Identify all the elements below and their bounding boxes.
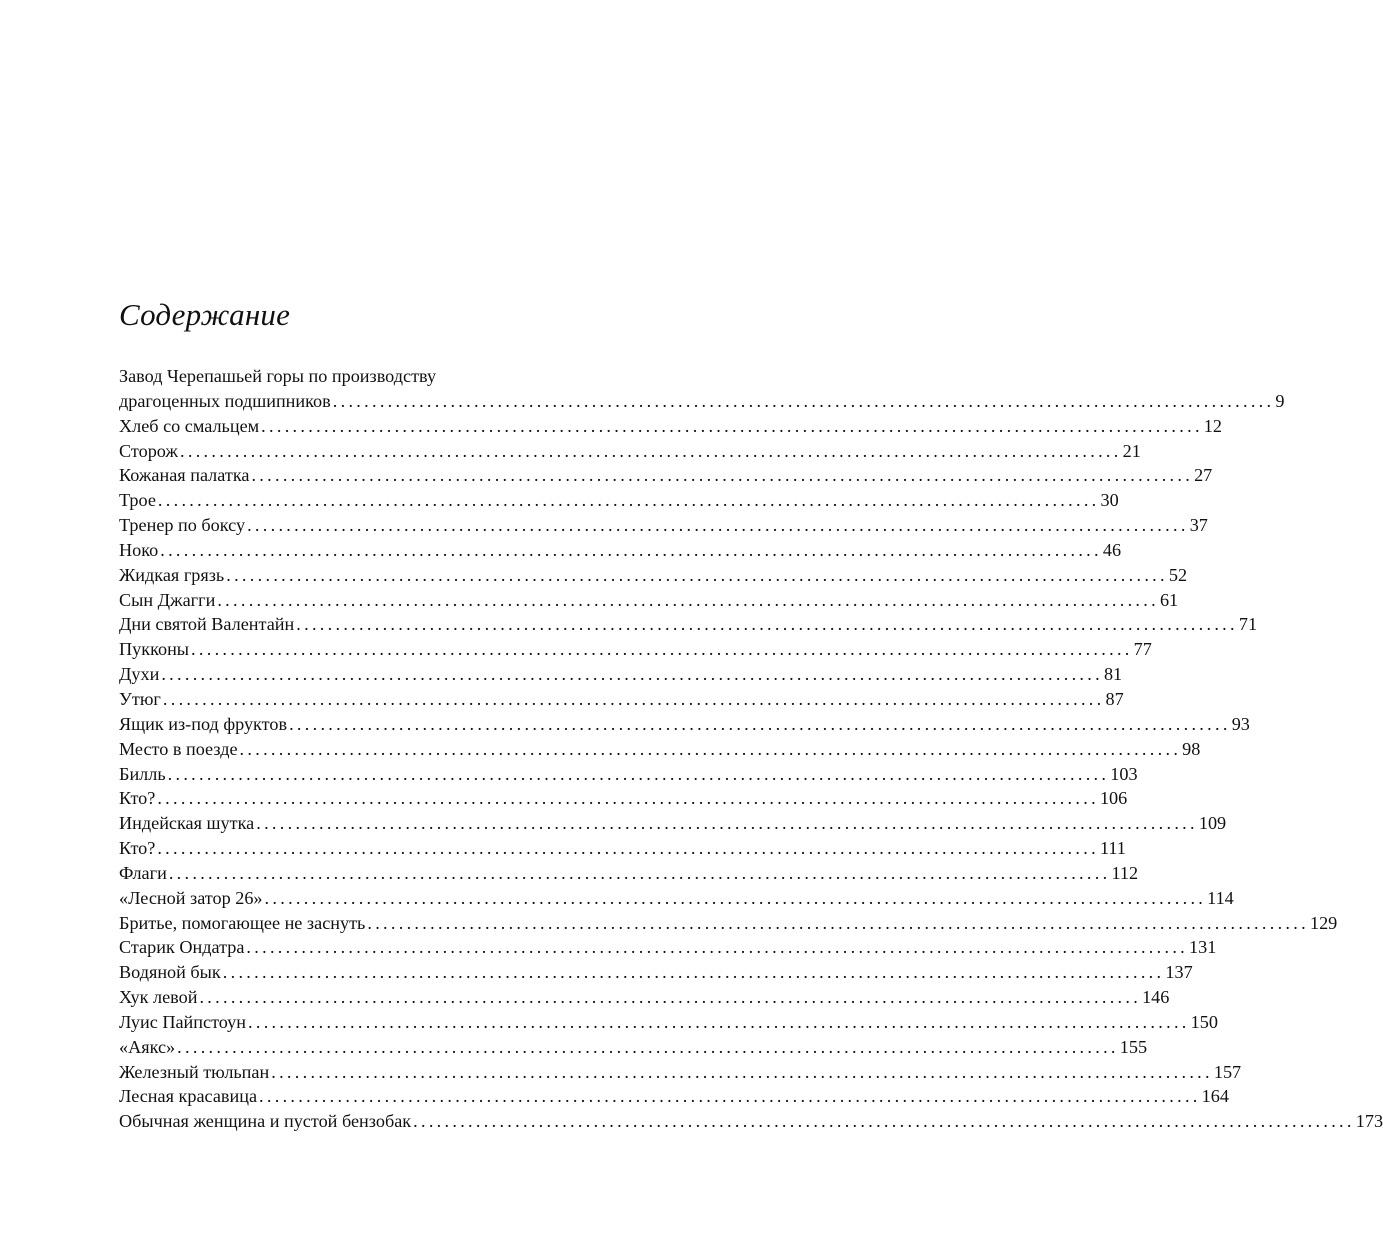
toc-entry-title: Утюг	[119, 688, 161, 709]
toc-entry-title: Ноко	[119, 539, 159, 560]
toc-entry-page-number: 131	[1189, 937, 1217, 958]
toc-entry[interactable]	[119, 935, 1217, 960]
toc-entry-title: Водяной бык	[119, 962, 221, 983]
dot-leader: ........................................................................................................................	[289, 713, 1231, 734]
toc-entry-page-number: 52	[1168, 564, 1188, 585]
toc-entry[interactable]	[119, 861, 1139, 886]
toc-entry[interactable]	[119, 786, 1128, 811]
dot-leader: ........................................................................................................................	[413, 1111, 1355, 1132]
toc-entry[interactable]	[119, 1010, 1218, 1035]
toc-entry-title: Лесная красавица	[119, 1086, 258, 1107]
toc-entry[interactable]	[119, 1060, 1242, 1085]
toc-entry[interactable]	[119, 687, 1124, 712]
toc-entry[interactable]	[119, 364, 1285, 414]
dot-leader: ........................................................................................................................	[157, 490, 1100, 511]
dot-leader: ........................................................................................................................	[259, 1086, 1201, 1107]
toc-entry-page-number: 157	[1213, 1061, 1242, 1082]
toc-entry-title: Хлеб со смальцем	[119, 415, 260, 436]
toc-entry[interactable]	[119, 762, 1138, 787]
toc-entry-title: драгоценных подшипников	[119, 390, 331, 411]
toc-entry[interactable]	[119, 488, 1119, 513]
toc-entry[interactable]	[119, 637, 1152, 662]
dot-leader: ........................................................................................................................	[191, 639, 1133, 660]
toc-entry-title: Старик Ондатра	[119, 937, 245, 958]
dot-leader: ........................................................................................................................	[246, 937, 1189, 958]
toc-entry-title: Кожаная палатка	[119, 465, 250, 486]
toc-entry[interactable]	[119, 737, 1201, 762]
dot-leader: ........................................................................................................................	[296, 614, 1238, 635]
toc-entry-page-number: 109	[1198, 813, 1227, 834]
toc-entry-page-number: 21	[1122, 440, 1141, 461]
toc-entry-title: Индейская шутка	[119, 813, 255, 834]
dot-leader: ........................................................................................................................	[157, 788, 1099, 809]
toc-entry-page-number: 164	[1201, 1086, 1229, 1107]
toc-entry[interactable]	[119, 538, 1122, 563]
toc-entry-title: Билль	[119, 763, 166, 784]
toc-entry-title: Хук левой	[119, 987, 198, 1008]
dot-leader: ........................................................................................................................	[256, 813, 1198, 834]
toc-entry-page-number: 112	[1111, 862, 1139, 883]
toc-entry[interactable]	[119, 911, 1338, 936]
toc-entry-page-number: 103	[1110, 763, 1138, 784]
toc-entry-page-number: 30	[1100, 490, 1119, 511]
toc-entry[interactable]	[119, 563, 1188, 588]
toc-entry-title: Дни святой Валентайн	[119, 614, 295, 635]
dot-leader: ........................................................................................................................	[161, 664, 1103, 685]
dot-leader: ........................................................................................................................	[332, 390, 1275, 411]
toc-entry-page-number: 98	[1182, 738, 1201, 759]
toc-entry-title: Бритье, помогающее не заснуть	[119, 912, 366, 933]
dot-leader: ........................................................................................................................	[222, 962, 1165, 983]
toc-entry-title: Сын Джагги	[119, 589, 216, 610]
dot-leader: ........................................................................................................................	[239, 738, 1182, 759]
dot-leader: ........................................................................................................................	[157, 838, 1099, 859]
toc-entry-page-number: 81	[1103, 664, 1123, 685]
toc-entry-title: Кто?	[119, 788, 156, 809]
dot-leader: ........................................................................................................................	[261, 415, 1203, 436]
dot-leader: ........................................................................................................................	[271, 1061, 1213, 1082]
toc-entry-title: Железный тюльпан	[119, 1061, 270, 1082]
toc-entry[interactable]	[119, 960, 1193, 985]
toc-entry-page-number: 106	[1099, 788, 1128, 809]
toc-entry[interactable]	[119, 662, 1123, 687]
toc-entry-title: «Аякс»	[119, 1036, 176, 1057]
dot-leader: ........................................................................................................................	[367, 912, 1309, 933]
dot-leader: ........................................................................................................................	[247, 515, 1189, 536]
toc-entry-page-number: 137	[1165, 962, 1193, 983]
toc-entry[interactable]	[119, 414, 1222, 439]
dot-leader: ........................................................................................................................	[199, 987, 1142, 1008]
dot-leader: ........................................................................................................................	[248, 1011, 1190, 1032]
toc-entry-title: Ящик из-под фруктов	[119, 713, 288, 734]
toc-entry-page-number: 111	[1099, 838, 1126, 859]
toc-entry-title: Сторож	[119, 440, 178, 461]
toc-entry[interactable]	[119, 886, 1234, 911]
dot-leader: ........................................................................................................................	[251, 465, 1194, 486]
toc-entry[interactable]	[119, 612, 1258, 637]
toc-entry-page-number: 155	[1119, 1036, 1148, 1057]
toc-entry-page-number: 150	[1190, 1011, 1218, 1032]
toc-entry[interactable]	[119, 1109, 1383, 1134]
dot-leader: ........................................................................................................................	[226, 564, 1168, 585]
dot-leader: ........................................................................................................................	[162, 688, 1105, 709]
toc-entry-page-number: 9	[1275, 390, 1285, 411]
toc-entry[interactable]	[119, 513, 1208, 538]
toc-entry[interactable]	[119, 985, 1170, 1010]
toc-entry-page-number: 37	[1189, 515, 1208, 536]
toc-entry-page-number: 93	[1231, 713, 1250, 734]
dot-leader: ........................................................................................................................	[168, 862, 1111, 883]
toc-entry-title: Луис Пайпстоун	[119, 1011, 247, 1032]
toc-entry[interactable]	[119, 463, 1213, 488]
toc-entry-title: Тренер по боксу	[119, 515, 246, 536]
toc-entry-title: Духи	[119, 664, 160, 685]
toc-entry-page-number: 114	[1207, 887, 1234, 908]
toc-entry-page-number: 12	[1203, 415, 1222, 436]
toc-entry-page-number: 87	[1105, 688, 1124, 709]
toc-entry-page-number: 173	[1355, 1111, 1383, 1132]
toc-entry-title: Пукконы	[119, 639, 190, 660]
toc-entry-title: Флаги	[119, 862, 167, 883]
toc-entry[interactable]	[119, 811, 1227, 836]
toc-entry[interactable]	[119, 439, 1141, 464]
toc-entry[interactable]	[119, 588, 1179, 613]
page-title: Содержание	[119, 297, 291, 332]
toc-entry-title: Жидкая грязь	[119, 564, 225, 585]
toc-entry-page-number: 61	[1159, 589, 1179, 610]
toc-entry-title: Кто?	[119, 838, 156, 859]
table-of-contents	[119, 364, 1383, 1134]
dot-leader: ........................................................................................................................	[180, 440, 1122, 461]
toc-entry[interactable]	[119, 1035, 1148, 1060]
toc-entry-title-line: Завод Черепашьей горы по производству	[119, 366, 437, 386]
toc-entry-title: Обычная женщина и пустой бензобак	[119, 1111, 412, 1132]
dot-leader: ........................................................................................................................	[217, 589, 1159, 610]
toc-entry-title: Трое	[119, 490, 156, 511]
toc-entry-title: Место в поезде	[119, 738, 238, 759]
toc-entry-page-number: 27	[1194, 465, 1213, 486]
dot-leader: ........................................................................................................................	[167, 763, 1110, 784]
dot-leader: ........................................................................................................................	[177, 1036, 1119, 1057]
dot-leader: ........................................................................................................................	[264, 887, 1207, 908]
dot-leader: ........................................................................................................................	[160, 539, 1102, 560]
toc-entry[interactable]	[119, 836, 1126, 861]
toc-entry-page-number: 129	[1309, 912, 1338, 933]
toc-entry[interactable]	[119, 1084, 1229, 1109]
toc-entry-page-number: 77	[1133, 639, 1152, 660]
toc-entry[interactable]	[119, 712, 1250, 737]
toc-entry-title: «Лесной затор 26»	[119, 887, 263, 908]
toc-entry-page-number: 71	[1238, 614, 1258, 635]
toc-entry-page-number: 46	[1102, 539, 1122, 560]
toc-entry-page-number: 146	[1142, 987, 1170, 1008]
